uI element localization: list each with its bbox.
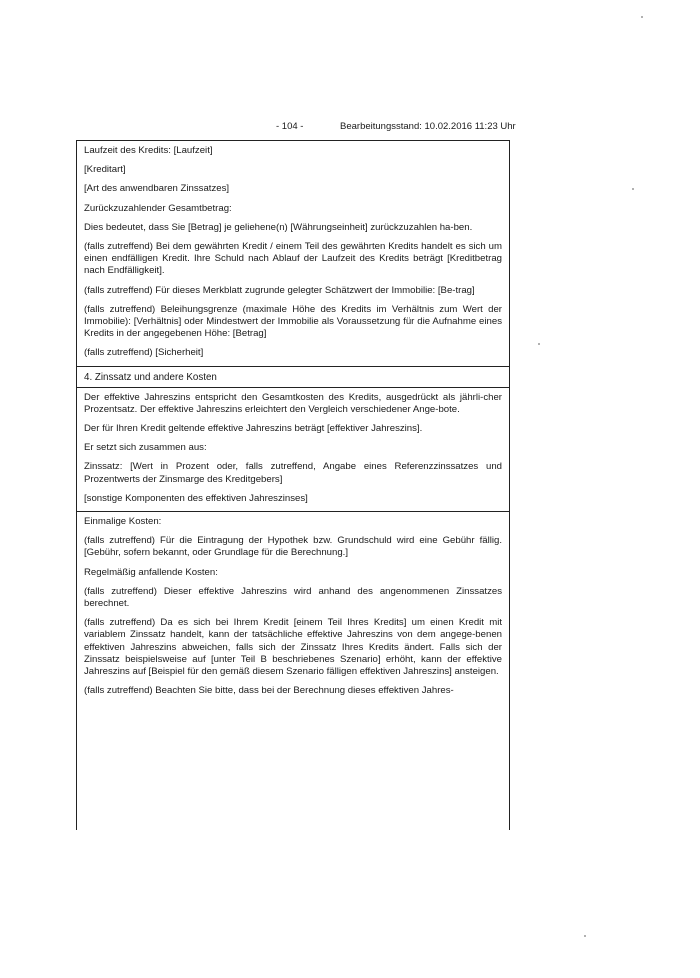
paragraph: Einmalige Kosten:	[84, 516, 162, 528]
paragraph: Der für Ihren Kredit geltende effektive Jahreszins beträgt [effektiver Jahreszins].	[84, 423, 423, 435]
paragraph: [Kreditart]	[84, 164, 126, 176]
content-table	[76, 140, 510, 830]
paragraph: (falls zutreffend) Beachten Sie bitte, dass bei der Berechnung dieses effektiven Jahres-	[84, 685, 454, 697]
paragraph: Dies bedeutet, dass Sie [Betrag] je geliehene(n) [Währungseinheit] zurückzuzahlen ha-ben.	[84, 221, 473, 233]
paragraph: Laufzeit des Kredits: [Laufzeit]	[84, 145, 213, 156]
paragraph: (falls zutreffend) Für die Eintragung der Hypothek bzw. Grundschuld wird eine Gebühr fällig. [Gebühr, sofern bekannt, oder Grundlage für die Berechnung.]	[84, 535, 502, 559]
paragraph: (falls zutreffend) Beleihungsgrenze (maximale Höhe des Kredits im Verhältnis zum Wert der Immobilie): [Verhältnis] oder Mindestwert der Immobilie als Voraussetzung für die Aufnahme eines Kredits in der angegebenen Höhe: [Betrag]	[84, 303, 502, 340]
costs-section	[77, 512, 509, 703]
paragraph: Er setzt sich zusammen aus:	[84, 442, 207, 454]
paragraph: (falls zutreffend) Da es sich bei Ihrem Kredit [einem Teil Ihres Kredits] um einen Kredit mit variablem Zinssatz handelt, kann der tatsächliche effektive Jahreszins von dem angege-benen effektiven Jahreszins abweichen, falls sich der Zinssatz Ihres Kredits ändert. Falls sich der Zinssatz beispielsweise auf [unter Teil B beschriebenes Szenario] erhöht, kann der effektive Jahreszins auf [Beispiel für den gemäß diesem Szenario fälligen effektiven Jahreszins] ansteigen.	[84, 617, 502, 678]
page-number: - 104 -	[276, 121, 304, 132]
section-heading: 4. Zinssatz und andere Kosten	[77, 367, 509, 388]
paragraph: Regelmäßig anfallende Kosten:	[84, 566, 218, 578]
scan-speck	[641, 16, 643, 18]
paragraph: [sonstige Komponenten des effektiven Jahreszinses]	[84, 492, 308, 504]
paragraph: (falls zutreffend) Für dieses Merkblatt zugrunde gelegter Schätzwert der Immobilie: [Be-trag]	[84, 284, 475, 296]
paragraph: Der effektive Jahreszins entspricht den Gesamtkosten des Kredits, ausgedrückt als jährli-cher Prozentsatz. Der effektive Jahreszins erleichtert den Vergleich verschiedener Ange-bote.	[84, 391, 502, 415]
paragraph: (falls zutreffend) [Sicherheit]	[84, 347, 204, 359]
scan-speck	[538, 343, 540, 345]
loan-details-section	[77, 141, 509, 367]
edit-status: Bearbeitungsstand: 10.02.2016 11:23 Uhr	[340, 121, 516, 132]
paragraph: Zurückzuzahlender Gesamtbetrag:	[84, 202, 232, 214]
interest-section	[77, 388, 509, 512]
paragraph: (falls zutreffend) Dieser effektive Jahreszins wird anhand des angenommenen Zinssatzes berechnet.	[84, 585, 502, 610]
paragraph: Zinssatz: [Wert in Prozent oder, falls zutreffend, Angabe eines Referenzzinssatzes und Prozentwerts der Zinsmarge des Kreditgebers]	[84, 461, 502, 485]
scan-speck	[584, 935, 586, 937]
paragraph: (falls zutreffend) Bei dem gewährten Kredit / einem Teil des gewährten Kredits handelt es sich um einen endfälligen Kredit. Ihre Schuld nach Ablauf der Laufzeit des Kredits beträgt [Kreditbetrag nach Endfälligkeit].	[84, 241, 502, 277]
page-header	[0, 121, 700, 135]
scan-speck	[632, 188, 634, 190]
paragraph: [Art des anwendbaren Zinssatzes]	[84, 183, 230, 195]
